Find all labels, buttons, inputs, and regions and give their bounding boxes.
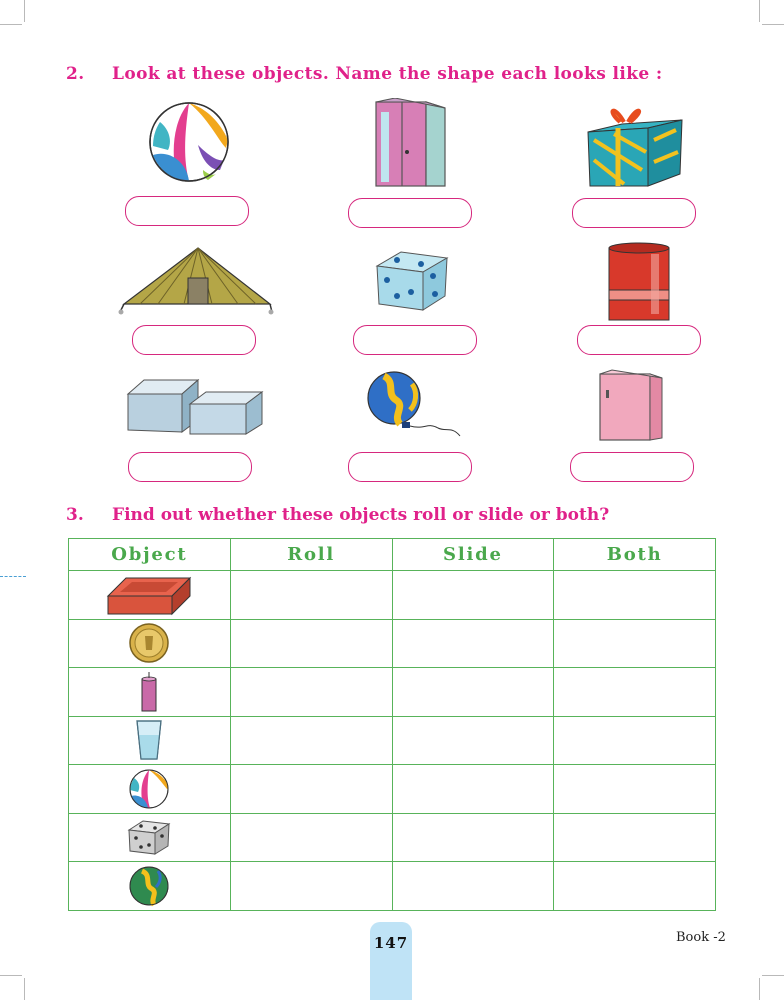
margin-dash [0, 576, 26, 577]
answer-box[interactable] [572, 198, 696, 228]
table-row [69, 571, 716, 620]
slide-cell[interactable] [392, 765, 554, 814]
answer-box[interactable] [348, 452, 472, 482]
ball-icon [148, 100, 230, 184]
slide-cell[interactable] [392, 813, 554, 862]
glass-icon [135, 719, 163, 761]
both-cell[interactable] [554, 571, 716, 620]
object-cell [69, 668, 231, 717]
object-cell [69, 813, 231, 862]
table-header-row [69, 539, 716, 571]
slide-cell[interactable] [392, 668, 554, 717]
roll-cell[interactable] [230, 765, 392, 814]
tent-icon [118, 244, 274, 316]
answer-box[interactable] [353, 325, 477, 355]
coin-icon [128, 622, 170, 664]
column-header-object: Object [69, 539, 231, 571]
table-row [69, 765, 716, 814]
crop-mark [762, 24, 784, 25]
brick-icon [106, 574, 192, 616]
roll-cell[interactable] [230, 619, 392, 668]
both-cell[interactable] [554, 716, 716, 765]
marble-icon [128, 865, 170, 907]
crop-mark [759, 978, 760, 1000]
both-cell[interactable] [554, 862, 716, 911]
candle-icon [139, 671, 159, 713]
column-header-both: Both [554, 539, 716, 571]
answer-box[interactable] [570, 452, 694, 482]
roll-cell[interactable] [230, 813, 392, 862]
crop-mark [0, 975, 22, 976]
ball-icon [128, 768, 170, 810]
both-cell[interactable] [554, 668, 716, 717]
answer-box[interactable] [125, 196, 249, 226]
object-cell [69, 716, 231, 765]
roll-slide-table [68, 538, 716, 911]
slide-cell[interactable] [392, 571, 554, 620]
book-label: Book -2 [676, 930, 726, 945]
answer-box[interactable] [348, 198, 472, 228]
slide-cell[interactable] [392, 619, 554, 668]
roll-cell[interactable] [230, 668, 392, 717]
crop-mark [24, 978, 25, 1000]
answer-box[interactable] [132, 325, 256, 355]
dice-icon [127, 818, 171, 856]
drum-icon [607, 242, 671, 322]
cupboard-icon [375, 98, 447, 188]
crop-mark [759, 0, 760, 22]
question-3-heading [66, 505, 609, 525]
question-text: Find out whether these objects roll or slide or both? [112, 505, 610, 525]
object-cell [69, 862, 231, 911]
table-row [69, 813, 716, 862]
table-row [69, 862, 716, 911]
column-header-slide: Slide [392, 539, 554, 571]
fridge-icon [598, 368, 664, 442]
crop-mark [24, 0, 25, 22]
dice-icon [373, 246, 449, 312]
table-row [69, 668, 716, 717]
table-row [69, 716, 716, 765]
question-2-heading [66, 64, 663, 84]
object-cell [69, 571, 231, 620]
crop-mark [762, 975, 784, 976]
table-row [69, 619, 716, 668]
question-text: Look at these objects. Name the shape each looks like : [112, 64, 663, 84]
object-cell [69, 765, 231, 814]
roll-cell[interactable] [230, 571, 392, 620]
column-header-roll: Roll [230, 539, 392, 571]
question-number: 2. [66, 64, 85, 84]
gift-box-icon [584, 100, 684, 188]
roll-cell[interactable] [230, 862, 392, 911]
answer-box[interactable] [577, 325, 701, 355]
both-cell[interactable] [554, 619, 716, 668]
crop-mark [0, 24, 22, 25]
both-cell[interactable] [554, 765, 716, 814]
object-cell [69, 619, 231, 668]
globe-icon [366, 370, 466, 442]
roll-cell[interactable] [230, 716, 392, 765]
bricks-icon [126, 376, 266, 436]
slide-cell[interactable] [392, 716, 554, 765]
both-cell[interactable] [554, 813, 716, 862]
page-number: 147 [373, 934, 409, 952]
answer-box[interactable] [128, 452, 252, 482]
slide-cell[interactable] [392, 862, 554, 911]
question-number: 3. [66, 505, 84, 525]
